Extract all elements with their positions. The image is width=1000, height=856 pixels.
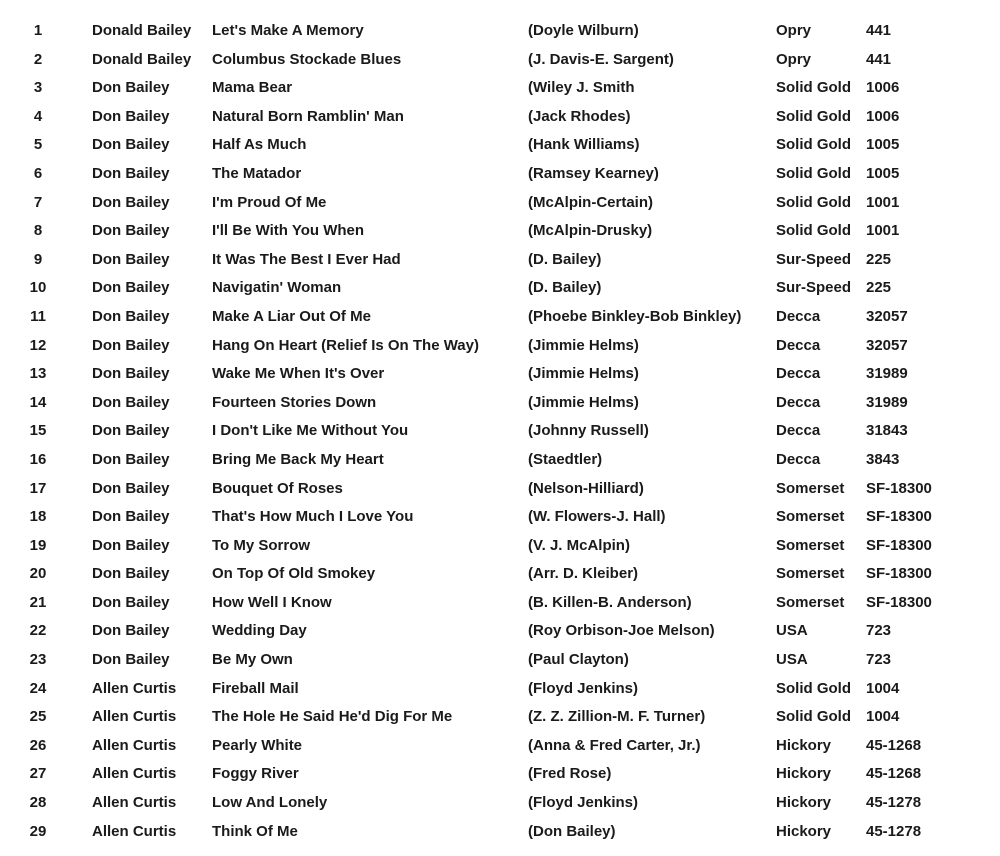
artist-name: Don Bailey bbox=[92, 565, 170, 583]
track-number: 29 bbox=[29, 822, 47, 840]
artist-name: Don Bailey bbox=[92, 365, 170, 383]
songwriter: (Jack Rhodes) bbox=[528, 107, 631, 125]
track-number: 12 bbox=[29, 336, 47, 354]
song-title: The Hole He Said He'd Dig For Me bbox=[212, 708, 453, 726]
record-label: Somerset bbox=[776, 479, 845, 497]
songwriter: (Staedtler) bbox=[528, 450, 603, 468]
artist-name: Don Bailey bbox=[92, 450, 170, 468]
artist-name: Allen Curtis bbox=[92, 794, 177, 812]
catalog-number: 32057 bbox=[866, 336, 908, 354]
catalog-number: 1004 bbox=[866, 708, 900, 726]
song-title: It Was The Best I Ever Had bbox=[212, 250, 401, 268]
song-title: Low And Lonely bbox=[212, 794, 328, 812]
track-number: 10 bbox=[29, 279, 47, 297]
catalog-number: SF-18300 bbox=[866, 536, 932, 554]
list-item bbox=[0, 475, 1000, 504]
song-title: That's How Much I Love You bbox=[212, 508, 414, 526]
songwriter: (Johnny Russell) bbox=[528, 422, 649, 440]
catalog-number: 1001 bbox=[866, 193, 900, 211]
record-label: Decca bbox=[776, 365, 821, 383]
record-label: Decca bbox=[776, 307, 821, 325]
list-item bbox=[0, 189, 1000, 218]
catalog-number: 45-1278 bbox=[866, 794, 922, 812]
artist-name: Don Bailey bbox=[92, 336, 170, 354]
track-number: 3 bbox=[33, 79, 43, 97]
artist-name: Don Bailey bbox=[92, 136, 170, 154]
artist-name: Don Bailey bbox=[92, 622, 170, 640]
record-label: USA bbox=[776, 622, 808, 640]
song-title: Fireball Mail bbox=[212, 679, 299, 697]
artist-name: Allen Curtis bbox=[92, 679, 177, 697]
catalog-number: 441 bbox=[866, 22, 892, 39]
artist-name: Don Bailey bbox=[92, 593, 170, 611]
track-number: 5 bbox=[33, 136, 43, 154]
catalog-number: 31989 bbox=[866, 393, 908, 411]
list-item bbox=[0, 160, 1000, 189]
record-label: Somerset bbox=[776, 536, 845, 554]
track-number: 14 bbox=[29, 393, 47, 411]
record-label: Decca bbox=[776, 393, 821, 411]
track-number: 11 bbox=[30, 307, 46, 325]
record-label: Hickory bbox=[776, 822, 832, 840]
track-number: 16 bbox=[29, 450, 47, 468]
catalog-number: 1001 bbox=[866, 222, 900, 240]
track-number: 26 bbox=[29, 736, 47, 754]
songwriter: (Paul Clayton) bbox=[528, 651, 629, 669]
record-label: Hickory bbox=[776, 736, 832, 754]
artist-name: Don Bailey bbox=[92, 536, 170, 554]
song-title: On Top Of Old Smokey bbox=[212, 565, 376, 583]
song-title: The Matador bbox=[212, 164, 302, 182]
catalog-number: SF-18300 bbox=[866, 565, 932, 583]
list-item bbox=[0, 46, 1000, 75]
song-title: Wedding Day bbox=[212, 622, 307, 640]
song-title: I Don't Like Me Without You bbox=[212, 422, 409, 440]
track-number: 9 bbox=[33, 250, 43, 268]
catalog-number: SF-18300 bbox=[866, 479, 932, 497]
catalog-number: SF-18300 bbox=[866, 508, 932, 526]
songwriter: (Don Bailey) bbox=[528, 822, 616, 840]
record-label: Opry bbox=[776, 50, 812, 68]
songwriter: (Jimmie Helms) bbox=[528, 393, 639, 411]
track-number: 17 bbox=[29, 479, 47, 497]
songwriter: (Anna & Fred Carter, Jr.) bbox=[528, 736, 701, 754]
record-label: Decca bbox=[776, 422, 821, 440]
record-label: Solid Gold bbox=[776, 679, 851, 697]
songwriter: (V. J. McAlpin) bbox=[528, 536, 630, 554]
record-label: Solid Gold bbox=[776, 107, 851, 125]
artist-name: Allen Curtis bbox=[92, 736, 177, 754]
list-item bbox=[0, 760, 1000, 789]
list-item bbox=[0, 818, 1000, 847]
track-number: 18 bbox=[29, 508, 47, 526]
songwriter: (B. Killen-B. Anderson) bbox=[528, 593, 692, 611]
track-number: 4 bbox=[33, 107, 43, 125]
catalog-number: 31843 bbox=[866, 422, 908, 440]
list-item bbox=[0, 389, 1000, 418]
record-label: Solid Gold bbox=[776, 136, 851, 154]
songwriter: (W. Flowers-J. Hall) bbox=[528, 508, 666, 526]
track-number: 28 bbox=[29, 794, 47, 812]
song-title: Mama Bear bbox=[212, 79, 293, 97]
songwriter: (Arr. D. Kleiber) bbox=[528, 565, 639, 583]
artist-name: Allen Curtis bbox=[92, 765, 177, 783]
artist-name: Don Bailey bbox=[92, 164, 170, 182]
record-label: Somerset bbox=[776, 593, 845, 611]
list-item bbox=[0, 17, 1000, 46]
catalog-number: 1004 bbox=[866, 679, 900, 697]
record-label: Solid Gold bbox=[776, 164, 851, 182]
list-item bbox=[0, 446, 1000, 475]
record-label: Somerset bbox=[776, 565, 845, 583]
track-number: 1 bbox=[33, 22, 43, 39]
catalog-number: 1005 bbox=[866, 136, 900, 154]
artist-name: Don Bailey bbox=[92, 422, 170, 440]
track-number: 25 bbox=[29, 708, 47, 726]
song-title: Fourteen Stories Down bbox=[212, 393, 377, 411]
songwriter: (J. Davis-E. Sargent) bbox=[528, 50, 674, 68]
songwriter: (Fred Rose) bbox=[528, 765, 612, 783]
song-title: I'm Proud Of Me bbox=[212, 193, 327, 211]
list-item bbox=[0, 332, 1000, 361]
songwriter: (D. Bailey) bbox=[528, 279, 602, 297]
song-title: Wake Me When It's Over bbox=[212, 365, 385, 383]
song-title: Make A Liar Out Of Me bbox=[212, 307, 371, 325]
catalog-number: 441 bbox=[866, 50, 892, 68]
list-item bbox=[0, 360, 1000, 389]
song-title: Hang On Heart (Relief Is On The Way) bbox=[212, 336, 479, 354]
song-title: To My Sorrow bbox=[212, 536, 311, 554]
songwriter: (Doyle Wilburn) bbox=[528, 22, 639, 39]
list-item bbox=[0, 560, 1000, 589]
list-item bbox=[0, 617, 1000, 646]
songwriter: (McAlpin-Certain) bbox=[528, 193, 653, 211]
track-number: 20 bbox=[29, 565, 47, 583]
record-label: Decca bbox=[776, 450, 821, 468]
songwriter: (Phoebe Binkley-Bob Binkley) bbox=[528, 307, 742, 325]
songwriter: (Jimmie Helms) bbox=[528, 336, 639, 354]
list-item bbox=[0, 274, 1000, 303]
artist-name: Don Bailey bbox=[92, 508, 170, 526]
record-label: Solid Gold bbox=[776, 79, 851, 97]
catalog-number: 225 bbox=[866, 250, 892, 268]
list-item bbox=[0, 732, 1000, 761]
track-number: 23 bbox=[29, 651, 47, 669]
song-title: I'll Be With You When bbox=[212, 222, 365, 240]
songwriter: (Roy Orbison-Joe Melson) bbox=[528, 622, 715, 640]
artist-name: Don Bailey bbox=[92, 307, 170, 325]
songwriter: (Floyd Jenkins) bbox=[528, 794, 639, 812]
catalog-number: 1006 bbox=[866, 107, 900, 125]
artist-name: Don Bailey bbox=[92, 479, 170, 497]
record-label: Sur-Speed bbox=[776, 250, 852, 268]
artist-name: Don Bailey bbox=[92, 79, 170, 97]
catalog-number: 45-1278 bbox=[866, 822, 922, 840]
song-title: Bring Me Back My Heart bbox=[212, 450, 384, 468]
track-number: 27 bbox=[29, 765, 47, 783]
record-label: Somerset bbox=[776, 508, 845, 526]
list-item bbox=[0, 217, 1000, 246]
song-title: Pearly White bbox=[212, 736, 303, 754]
list-item bbox=[0, 74, 1000, 103]
catalog-number: 723 bbox=[866, 651, 892, 669]
songwriter: (Ramsey Kearney) bbox=[528, 164, 659, 182]
list-item bbox=[0, 589, 1000, 618]
record-label: Solid Gold bbox=[776, 193, 851, 211]
record-label: Solid Gold bbox=[776, 222, 851, 240]
record-label: Sur-Speed bbox=[776, 279, 852, 297]
list-item bbox=[0, 675, 1000, 704]
artist-name: Don Bailey bbox=[92, 393, 170, 411]
list-item bbox=[0, 646, 1000, 675]
list-item bbox=[0, 789, 1000, 818]
artist-name: Donald Bailey bbox=[92, 22, 192, 39]
catalog-number: 225 bbox=[866, 279, 892, 297]
song-title: Be My Own bbox=[212, 651, 293, 669]
songwriter: (McAlpin-Drusky) bbox=[528, 222, 653, 240]
list-item bbox=[0, 417, 1000, 446]
songwriter: (Jimmie Helms) bbox=[528, 365, 639, 383]
track-number: 15 bbox=[29, 422, 47, 440]
track-number: 21 bbox=[29, 593, 47, 611]
track-number: 24 bbox=[29, 679, 47, 697]
track-number: 19 bbox=[29, 536, 47, 554]
record-label: Solid Gold bbox=[776, 708, 851, 726]
artist-name: Allen Curtis bbox=[92, 822, 177, 840]
track-number: 7 bbox=[33, 193, 43, 211]
record-label: Hickory bbox=[776, 765, 832, 783]
artist-name: Don Bailey bbox=[92, 193, 170, 211]
songwriter: (D. Bailey) bbox=[528, 250, 602, 268]
catalog-number: 45-1268 bbox=[866, 765, 922, 783]
song-title: Half As Much bbox=[212, 136, 307, 154]
song-title: Think Of Me bbox=[212, 822, 298, 840]
song-title: Let's Make A Memory bbox=[212, 22, 364, 39]
song-title: Columbus Stockade Blues bbox=[212, 50, 402, 68]
song-title: Foggy River bbox=[212, 765, 299, 783]
catalog-number: 45-1268 bbox=[866, 736, 922, 754]
track-number: 22 bbox=[29, 622, 47, 640]
songwriter: (Hank Williams) bbox=[528, 136, 640, 154]
songwriter: (Z. Z. Zillion-M. F. Turner) bbox=[528, 708, 706, 726]
track-number: 6 bbox=[33, 164, 43, 182]
list-item bbox=[0, 246, 1000, 275]
songwriter: (Floyd Jenkins) bbox=[528, 679, 639, 697]
song-title: How Well I Know bbox=[212, 593, 332, 611]
list-item bbox=[0, 503, 1000, 532]
catalog-number: 32057 bbox=[866, 307, 908, 325]
catalog-number: 723 bbox=[866, 622, 892, 640]
artist-name: Don Bailey bbox=[92, 651, 170, 669]
artist-name: Don Bailey bbox=[92, 107, 170, 125]
track-number: 13 bbox=[29, 365, 47, 383]
list-item bbox=[0, 131, 1000, 160]
list-item bbox=[0, 303, 1000, 332]
artist-name: Don Bailey bbox=[92, 250, 170, 268]
discography-list bbox=[0, 17, 1000, 846]
catalog-number: 31989 bbox=[866, 365, 908, 383]
record-label: Opry bbox=[776, 22, 812, 39]
list-item bbox=[0, 532, 1000, 561]
list-item bbox=[0, 703, 1000, 732]
catalog-number: SF-18300 bbox=[866, 593, 932, 611]
artist-name: Donald Bailey bbox=[92, 50, 192, 68]
record-label: USA bbox=[776, 651, 808, 669]
catalog-number: 1006 bbox=[866, 79, 900, 97]
songwriter: (Wiley J. Smith bbox=[528, 79, 635, 97]
record-label: Decca bbox=[776, 336, 821, 354]
record-label: Hickory bbox=[776, 794, 832, 812]
track-number: 2 bbox=[33, 50, 43, 68]
catalog-number: 3843 bbox=[866, 450, 900, 468]
song-title: Natural Born Ramblin' Man bbox=[212, 107, 404, 125]
track-number: 8 bbox=[33, 222, 43, 240]
catalog-number: 1005 bbox=[866, 164, 900, 182]
artist-name: Allen Curtis bbox=[92, 708, 177, 726]
song-title: Navigatin' Woman bbox=[212, 279, 342, 297]
artist-name: Don Bailey bbox=[92, 222, 170, 240]
song-title: Bouquet Of Roses bbox=[212, 479, 343, 497]
list-item bbox=[0, 103, 1000, 132]
songwriter: (Nelson-Hilliard) bbox=[528, 479, 644, 497]
artist-name: Don Bailey bbox=[92, 279, 170, 297]
